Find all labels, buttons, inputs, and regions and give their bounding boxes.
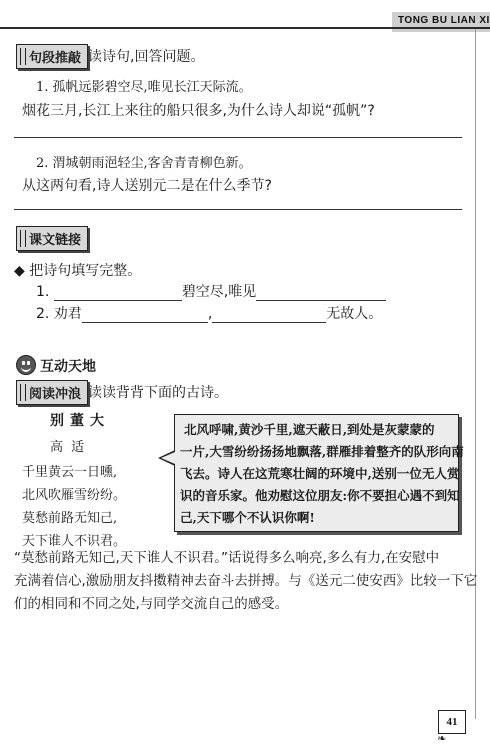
fill-blank-2a[interactable] — [82, 308, 208, 323]
fill-line-1-number: 1. — [36, 284, 50, 300]
right-margin-rule — [475, 29, 476, 719]
fill-line-2-comma: , — [207, 306, 213, 322]
bubble-line-5: 己,天下哪个不认识你啊! — [180, 510, 315, 525]
poem-line-2: 北风吹雁雪纷纷。 — [22, 488, 127, 503]
fill-line-1 — [36, 281, 386, 301]
section-tag-text-link: 课文链接 — [16, 226, 88, 251]
section-tag-reading-surf: 阅读冲浪 — [16, 380, 88, 405]
bubble-line-4: 识的音乐家。他劝慰这位朋友:你不要担心遇不到知 — [180, 488, 460, 503]
fill-line-1-middle: 碧空尽,唯见 — [181, 284, 257, 300]
poem-line-4: 天下谁人不识君。 — [22, 534, 127, 549]
page-corner-ornament-icon: ❧ — [437, 732, 447, 745]
poem-line-3: 莫愁前路无知己, — [22, 511, 118, 526]
q1-question: 烟花三月,长江上来往的船只很多,为什么诗人却说“孤帆”? — [22, 103, 375, 119]
section1-instruction: 读诗句,回答问题。 — [88, 49, 205, 65]
interactive-section-title: 互动天地 — [40, 359, 96, 375]
poem-title: 别董大 — [50, 413, 110, 429]
poem-author: 高 适 — [50, 440, 87, 455]
bubble-line-1: 北风呼啸,黄沙千里,遮天蔽日,到处是灰蒙蒙的 — [184, 422, 435, 437]
series-label: TONG BU LIAN XI — [398, 15, 490, 26]
fill-blank-2b[interactable] — [212, 308, 326, 323]
bubble-tail-inner — [161, 452, 175, 464]
section-tag-sentence-study: 句段推敲 — [16, 44, 88, 69]
fill-blank-1a[interactable] — [54, 286, 182, 301]
q1-poem-quote: 1. 孤帆远影碧空尽,唯见长江天际流。 — [36, 80, 252, 95]
commentary-line-1: “莫愁前路无知己,天下谁人不识君。”话说得多么响亮,多么有力,在安慰中 — [14, 550, 440, 566]
smiley-icon — [16, 355, 36, 375]
fill-line-2-start: 2. 劝君 — [36, 306, 82, 322]
page-number: 41 — [438, 710, 466, 734]
commentary-line-3: 们的相同和不同之处,与同学交流自己的感受。 — [14, 596, 289, 612]
fill-line-2 — [36, 303, 382, 323]
bubble-line-3: 飞去。诗人在这荒寒壮阔的环境中,送别一位无人赏 — [180, 466, 460, 481]
header-rule — [0, 27, 490, 29]
q1-answer-line[interactable] — [14, 137, 462, 138]
fill-line-2-end: 无故人。 — [326, 306, 383, 322]
q2-answer-line[interactable] — [14, 209, 462, 210]
fill-instruction: ◆ 把诗句填写完整。 — [14, 263, 142, 279]
bubble-line-2: 一片,大雪纷纷扬扬地飘落,群雁排着整齐的队形向南 — [180, 444, 464, 459]
fill-blank-1b[interactable] — [256, 286, 386, 301]
section4-instruction: 读读背背下面的古诗。 — [88, 385, 228, 401]
commentary-line-2: 充满着信心,激励朋友抖擞精神去奋斗去拼搏。与《送元二使安西》比较一下它 — [14, 573, 478, 589]
q2-poem-quote: 2. 渭城朝雨浥轻尘,客舍青青柳色新。 — [36, 156, 252, 171]
q2-question: 从这两句看,诗人送别元二是在什么季节? — [22, 178, 272, 194]
poem-line-1: 千里黄云一日曛, — [22, 465, 118, 480]
